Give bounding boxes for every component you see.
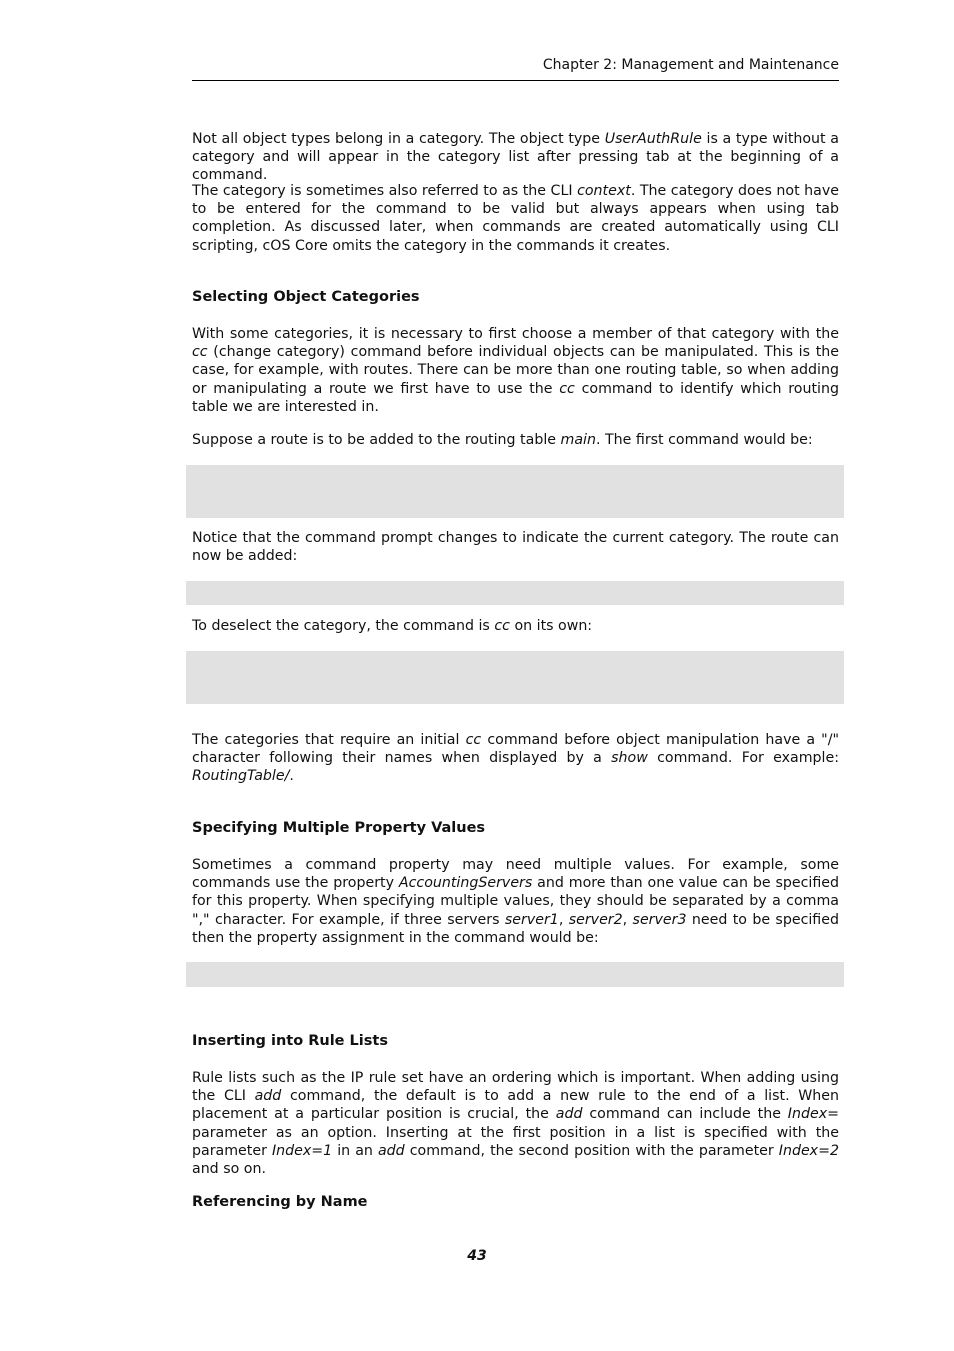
chapter-title: Chapter 2: Management and Maintenance <box>542 57 839 73</box>
heading-referencing-by-name: Referencing by Name <box>192 1194 368 1210</box>
code-block-accounting-servers <box>186 962 844 987</box>
paragraph-slash-categories: The categories that require an initial cc command before object manipulation have a "/" character following their names when displayed by a show command. For example: RoutingTable/. <box>192 732 840 785</box>
paragraph-multiple-values: Sometimes a command property may need multiple values. For example, some commands use the property AccountingServers and more than one value can be specified for this property. When specifying multiple values, they should be separated by a comma "," character. For example, if three servers server1, server2, server3 need to be specified then the property assignment in the command would be: <box>192 857 839 946</box>
code-block-add-route <box>186 581 844 605</box>
paragraph-cc-command: With some categories, it is necessary to first choose a member of that category with the cc (change category) command before individual objects can be manipulated. This is the case, for example, with routes. There can be more than one routing table, so when adding or manipulating a route we first have to use the cc command to identify which routing table we are interested in. <box>192 326 839 415</box>
paragraph-route-example: Suppose a route is to be added to the routing table main. The first command would be: <box>192 432 813 448</box>
running-header <box>192 56 839 81</box>
paragraph-cli-context: The category is sometimes also referred to as the CLI context. The category does not have to be entered for the command to be valid but always appears when using tab completion. As discussed later, when commands are created automatically using CLI scripting, cOS Core omits the category in the commands it creates. <box>192 183 839 254</box>
heading-selecting-object-categories: Selecting Object Categories <box>192 289 420 305</box>
paragraph-object-types: Not all object types belong in a category. The object type UserAuthRule is a type without a category and will appear in the category list after pressing tab at the beginning of a command. <box>192 131 839 184</box>
code-block-cc-own <box>186 651 844 704</box>
paragraph-prompt-changes: Notice that the command prompt changes to indicate the current category. The route can now be added: <box>192 530 839 565</box>
code-block-cc-main <box>186 465 844 518</box>
heading-specifying-multiple-property-values: Specifying Multiple Property Values <box>192 820 486 836</box>
page-number: 43 <box>467 1248 487 1264</box>
paragraph-deselect-category: To deselect the category, the command is cc on its own: <box>192 618 593 634</box>
paragraph-rule-lists: Rule lists such as the IP rule set have an ordering which is important. When adding using the CLI add command, the default is to add a new rule to the end of a list. When placement at a particular position is crucial, the add command can include the Index= parameter as an option. Inserting at the first position in a list is specified with the parameter Index=1 in an add command, the second position with the parameter Index=2 and so on. <box>192 1070 839 1178</box>
heading-inserting-into-rule-lists: Inserting into Rule Lists <box>192 1033 388 1049</box>
